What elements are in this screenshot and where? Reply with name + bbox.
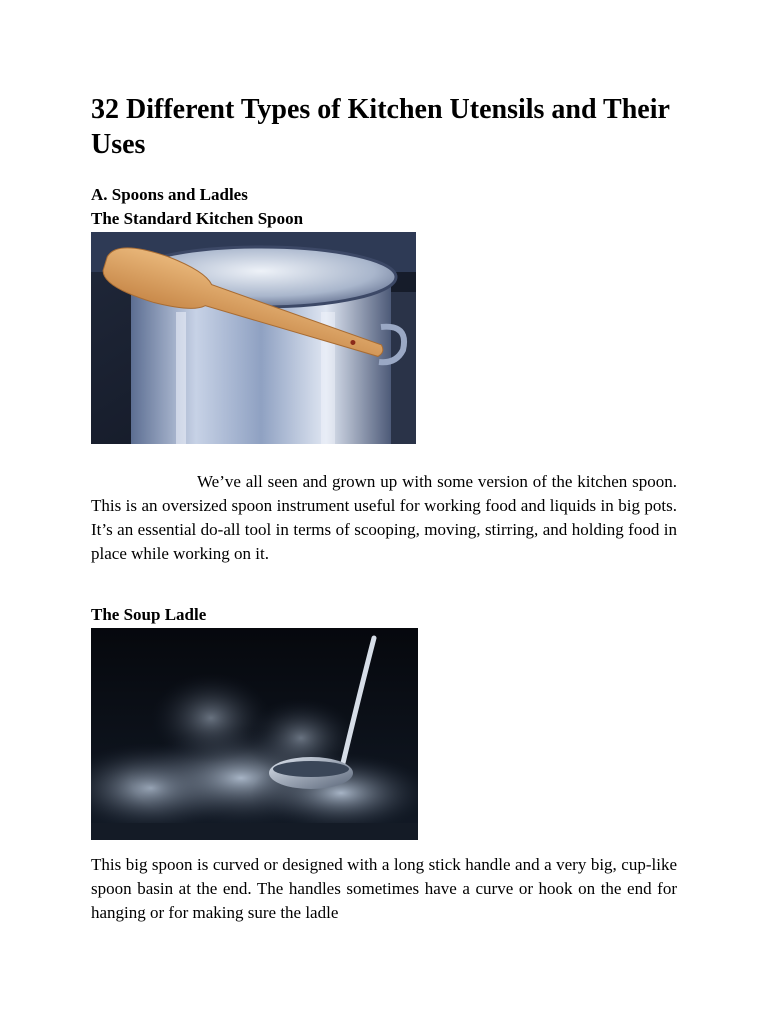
kitchen-spoon-photo — [91, 232, 416, 444]
subheading-soup-ladle: The Soup Ladle — [91, 605, 207, 624]
ladle-description: This big spoon is curved or designed with a long stick handle and a very big, cup-like spoon basin at the end. The handles sometimes have a curve or hook on the end for hanging or for making sure the ladle — [91, 855, 677, 922]
subheading-standard-kitchen-spoon: The Standard Kitchen Spoon — [91, 209, 304, 228]
section-heading-spoons-and-ladles: A. Spoons and Ladles — [91, 185, 248, 204]
spoon-description: We’ve all seen and grown up with some version of the kitchen spoon. This is an oversized spoon instrument useful for working food and liquids in big pots. It’s an essential do-all tool in terms of scooping, moving, stirring, and holding food in place while working on it. — [91, 472, 677, 563]
page-title: 32 Different Types of Kitchen Utensils and Their Uses — [91, 94, 670, 160]
soup-ladle-photo — [91, 628, 418, 840]
